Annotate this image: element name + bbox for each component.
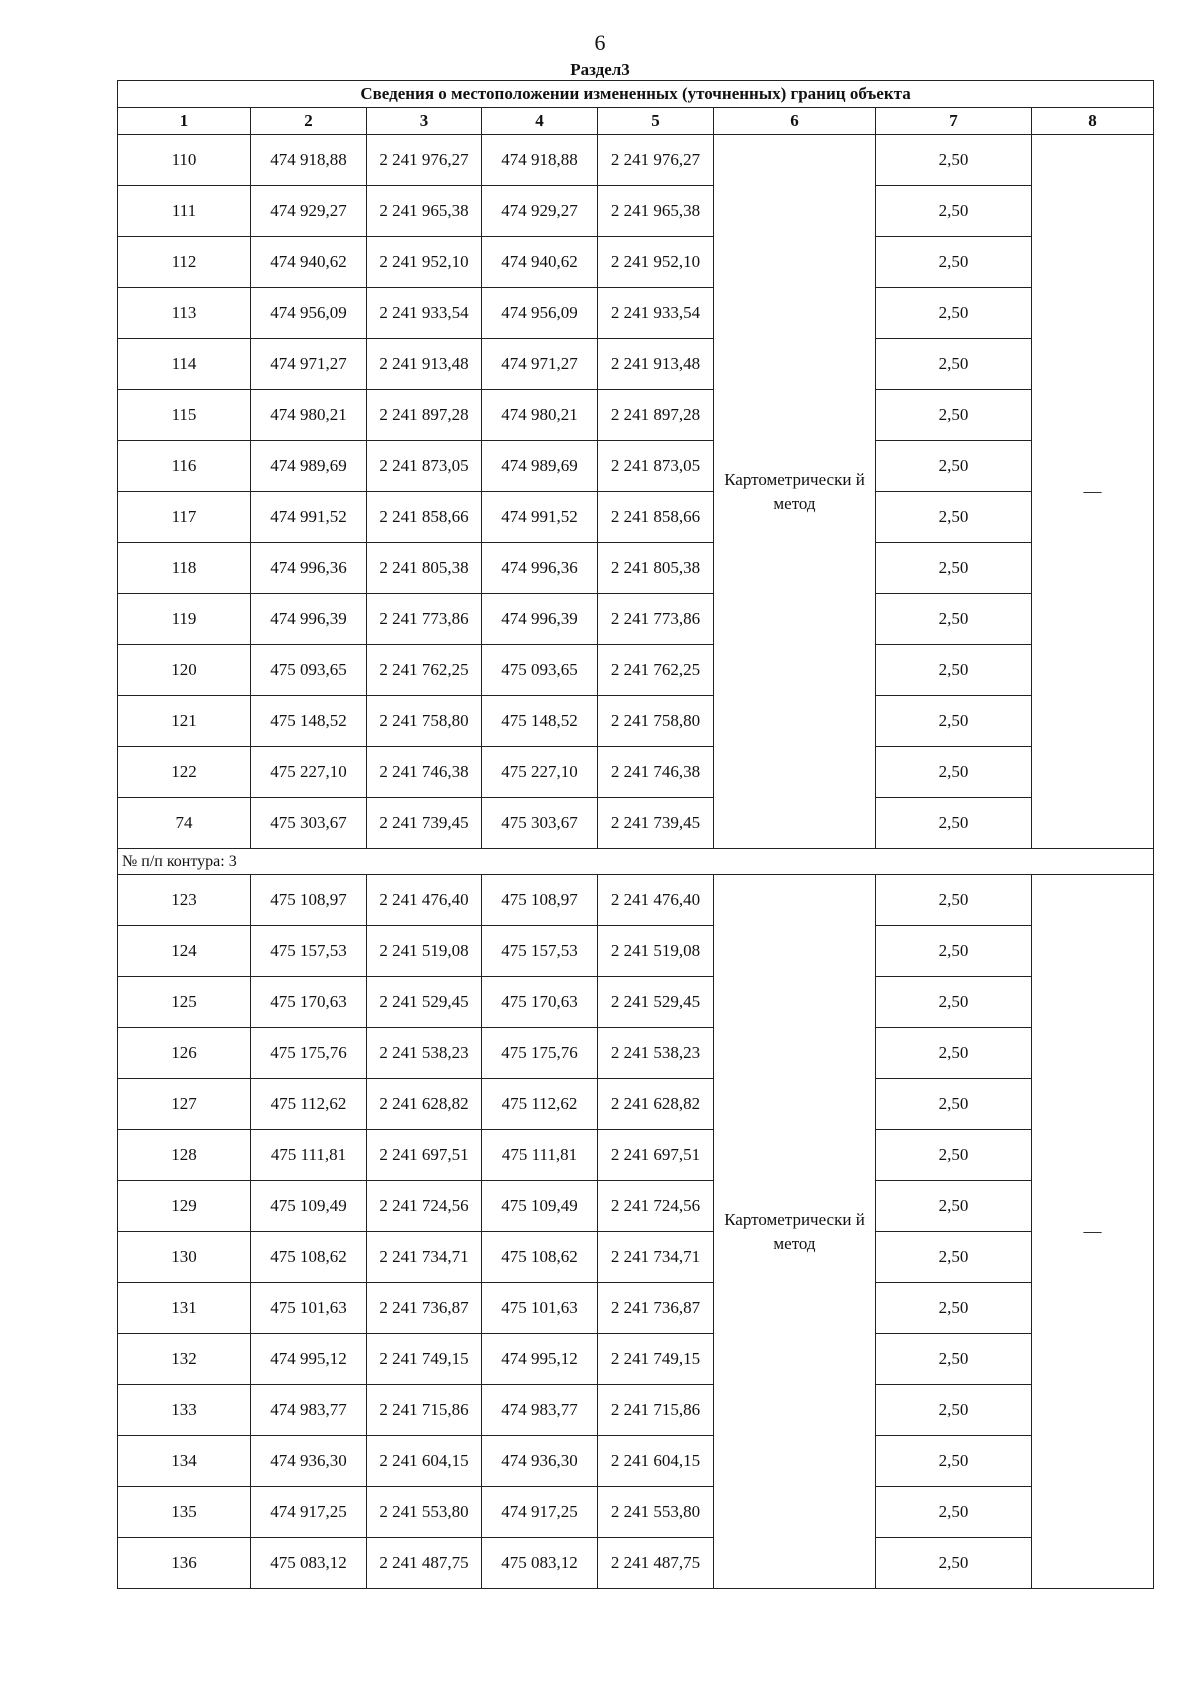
y-coordinate: 2 241 734,71 — [367, 1232, 482, 1283]
y-coordinate: 2 241 773,86 — [367, 594, 482, 645]
table-row — [118, 1334, 1154, 1385]
x-coordinate: 474 936,30 — [251, 1436, 367, 1487]
contour-label: № п/п контура: 3 — [118, 849, 1154, 875]
point-number: 116 — [118, 441, 251, 492]
table-row — [118, 237, 1154, 288]
precision-value: 2,50 — [876, 492, 1032, 543]
column-number: 8 — [1032, 108, 1154, 135]
x-coordinate-new: 475 112,62 — [482, 1079, 598, 1130]
x-coordinate-new: 475 101,63 — [482, 1283, 598, 1334]
point-number: 114 — [118, 339, 251, 390]
x-coordinate-new: 474 980,21 — [482, 390, 598, 441]
x-coordinate: 475 111,81 — [251, 1130, 367, 1181]
precision-value: 2,50 — [876, 288, 1032, 339]
precision-value: 2,50 — [876, 594, 1032, 645]
table-row — [118, 875, 1154, 926]
y-coordinate-new: 2 241 697,51 — [598, 1130, 714, 1181]
column-8-cell: — — [1032, 875, 1154, 1589]
table-row — [118, 696, 1154, 747]
y-coordinate-new: 2 241 736,87 — [598, 1283, 714, 1334]
y-coordinate: 2 241 897,28 — [367, 390, 482, 441]
table-row — [118, 390, 1154, 441]
point-number: 136 — [118, 1538, 251, 1589]
precision-value: 2,50 — [876, 747, 1032, 798]
y-coordinate-new: 2 241 715,86 — [598, 1385, 714, 1436]
x-coordinate: 475 108,62 — [251, 1232, 367, 1283]
point-number: 119 — [118, 594, 251, 645]
y-coordinate: 2 241 487,75 — [367, 1538, 482, 1589]
x-coordinate: 474 996,36 — [251, 543, 367, 594]
x-coordinate-new: 475 108,97 — [482, 875, 598, 926]
point-number: 110 — [118, 135, 251, 186]
x-coordinate: 475 227,10 — [251, 747, 367, 798]
x-coordinate: 475 083,12 — [251, 1538, 367, 1589]
table-row — [118, 594, 1154, 645]
table-row — [118, 1181, 1154, 1232]
y-coordinate: 2 241 519,08 — [367, 926, 482, 977]
y-coordinate-new: 2 241 773,86 — [598, 594, 714, 645]
x-coordinate-new: 474 918,88 — [482, 135, 598, 186]
y-coordinate: 2 241 746,38 — [367, 747, 482, 798]
x-coordinate: 475 093,65 — [251, 645, 367, 696]
precision-value: 2,50 — [876, 1487, 1032, 1538]
point-number: 121 — [118, 696, 251, 747]
precision-value: 2,50 — [876, 1385, 1032, 1436]
table-caption: Сведения о местоположении измененных (уточненных) границ объекта — [118, 81, 1154, 108]
table-row — [118, 1079, 1154, 1130]
x-coordinate-new: 475 111,81 — [482, 1130, 598, 1181]
y-coordinate-new: 2 241 952,10 — [598, 237, 714, 288]
x-coordinate-new: 475 093,65 — [482, 645, 598, 696]
x-coordinate-new: 474 936,30 — [482, 1436, 598, 1487]
y-coordinate: 2 241 805,38 — [367, 543, 482, 594]
x-coordinate: 475 170,63 — [251, 977, 367, 1028]
table-row — [118, 747, 1154, 798]
precision-value: 2,50 — [876, 237, 1032, 288]
column-number: 7 — [876, 108, 1032, 135]
point-number: 123 — [118, 875, 251, 926]
x-coordinate-new: 474 940,62 — [482, 237, 598, 288]
y-coordinate: 2 241 762,25 — [367, 645, 482, 696]
method-cell: Картометрически й метод — [714, 875, 876, 1589]
x-coordinate: 474 940,62 — [251, 237, 367, 288]
y-coordinate-new: 2 241 628,82 — [598, 1079, 714, 1130]
y-coordinate-new: 2 241 858,66 — [598, 492, 714, 543]
y-coordinate: 2 241 476,40 — [367, 875, 482, 926]
x-coordinate-new: 474 996,36 — [482, 543, 598, 594]
y-coordinate-new: 2 241 553,80 — [598, 1487, 714, 1538]
table-row — [118, 645, 1154, 696]
column-number: 5 — [598, 108, 714, 135]
x-coordinate: 474 983,77 — [251, 1385, 367, 1436]
y-coordinate: 2 241 604,15 — [367, 1436, 482, 1487]
section-title: Раздел3 — [570, 60, 630, 79]
x-coordinate-new: 474 917,25 — [482, 1487, 598, 1538]
y-coordinate: 2 241 724,56 — [367, 1181, 482, 1232]
y-coordinate-new: 2 241 913,48 — [598, 339, 714, 390]
table-row — [118, 339, 1154, 390]
table-row — [118, 288, 1154, 339]
x-coordinate: 475 112,62 — [251, 1079, 367, 1130]
contour-row — [118, 849, 1154, 875]
x-coordinate-new: 474 991,52 — [482, 492, 598, 543]
precision-value: 2,50 — [876, 696, 1032, 747]
point-number: 126 — [118, 1028, 251, 1079]
x-coordinate-new: 475 303,67 — [482, 798, 598, 849]
x-coordinate-new: 475 170,63 — [482, 977, 598, 1028]
point-number: 113 — [118, 288, 251, 339]
table-row — [118, 543, 1154, 594]
table-row — [118, 1232, 1154, 1283]
y-coordinate-new: 2 241 873,05 — [598, 441, 714, 492]
page-number: 6 — [594, 30, 606, 55]
x-coordinate: 475 109,49 — [251, 1181, 367, 1232]
precision-value: 2,50 — [876, 645, 1032, 696]
x-coordinate: 475 101,63 — [251, 1283, 367, 1334]
y-coordinate: 2 241 913,48 — [367, 339, 482, 390]
x-coordinate: 474 980,21 — [251, 390, 367, 441]
x-coordinate: 475 175,76 — [251, 1028, 367, 1079]
x-coordinate: 475 108,97 — [251, 875, 367, 926]
table-row — [118, 492, 1154, 543]
table-row — [118, 1436, 1154, 1487]
x-coordinate-new: 475 109,49 — [482, 1181, 598, 1232]
point-number: 111 — [118, 186, 251, 237]
column-number: 3 — [367, 108, 482, 135]
y-coordinate-new: 2 241 519,08 — [598, 926, 714, 977]
y-coordinate-new: 2 241 762,25 — [598, 645, 714, 696]
precision-value: 2,50 — [876, 977, 1032, 1028]
y-coordinate-new: 2 241 724,56 — [598, 1181, 714, 1232]
column-number: 2 — [251, 108, 367, 135]
point-number: 134 — [118, 1436, 251, 1487]
table-row — [118, 798, 1154, 849]
point-number: 125 — [118, 977, 251, 1028]
precision-value: 2,50 — [876, 390, 1032, 441]
precision-value: 2,50 — [876, 1538, 1032, 1589]
x-coordinate: 474 956,09 — [251, 288, 367, 339]
y-coordinate-new: 2 241 805,38 — [598, 543, 714, 594]
x-coordinate: 474 989,69 — [251, 441, 367, 492]
y-coordinate-new: 2 241 965,38 — [598, 186, 714, 237]
table-row — [118, 1028, 1154, 1079]
point-number: 115 — [118, 390, 251, 441]
x-coordinate: 474 991,52 — [251, 492, 367, 543]
point-number: 130 — [118, 1232, 251, 1283]
table-row — [118, 1130, 1154, 1181]
y-coordinate: 2 241 529,45 — [367, 977, 482, 1028]
table-row — [118, 977, 1154, 1028]
y-coordinate-new: 2 241 976,27 — [598, 135, 714, 186]
x-coordinate: 474 918,88 — [251, 135, 367, 186]
y-coordinate: 2 241 628,82 — [367, 1079, 482, 1130]
precision-value: 2,50 — [876, 926, 1032, 977]
table-row — [118, 1538, 1154, 1589]
y-coordinate: 2 241 976,27 — [367, 135, 482, 186]
x-coordinate: 475 148,52 — [251, 696, 367, 747]
table-row — [118, 926, 1154, 977]
precision-value: 2,50 — [876, 1334, 1032, 1385]
y-coordinate: 2 241 553,80 — [367, 1487, 482, 1538]
precision-value: 2,50 — [876, 135, 1032, 186]
x-coordinate-new: 474 956,09 — [482, 288, 598, 339]
precision-value: 2,50 — [876, 186, 1032, 237]
point-number: 127 — [118, 1079, 251, 1130]
table-row — [118, 1487, 1154, 1538]
method-cell: Картометрически й метод — [714, 135, 876, 849]
x-coordinate-new: 475 175,76 — [482, 1028, 598, 1079]
point-number: 74 — [118, 798, 251, 849]
precision-value: 2,50 — [876, 1130, 1032, 1181]
y-coordinate: 2 241 697,51 — [367, 1130, 482, 1181]
column-number: 1 — [118, 108, 251, 135]
point-number: 112 — [118, 237, 251, 288]
y-coordinate-new: 2 241 897,28 — [598, 390, 714, 441]
y-coordinate: 2 241 933,54 — [367, 288, 482, 339]
column-number: 4 — [482, 108, 598, 135]
x-coordinate-new: 475 108,62 — [482, 1232, 598, 1283]
x-coordinate: 475 303,67 — [251, 798, 367, 849]
precision-value: 2,50 — [876, 1028, 1032, 1079]
column-8-cell: — — [1032, 135, 1154, 849]
point-number: 120 — [118, 645, 251, 696]
x-coordinate-new: 474 996,39 — [482, 594, 598, 645]
x-coordinate: 474 971,27 — [251, 339, 367, 390]
y-coordinate-new: 2 241 749,15 — [598, 1334, 714, 1385]
precision-value: 2,50 — [876, 1283, 1032, 1334]
x-coordinate: 475 157,53 — [251, 926, 367, 977]
point-number: 124 — [118, 926, 251, 977]
y-coordinate: 2 241 749,15 — [367, 1334, 482, 1385]
x-coordinate-new: 474 929,27 — [482, 186, 598, 237]
point-number: 122 — [118, 747, 251, 798]
x-coordinate: 474 929,27 — [251, 186, 367, 237]
y-coordinate-new: 2 241 538,23 — [598, 1028, 714, 1079]
y-coordinate-new: 2 241 758,80 — [598, 696, 714, 747]
point-number: 118 — [118, 543, 251, 594]
precision-value: 2,50 — [876, 1079, 1032, 1130]
point-number: 132 — [118, 1334, 251, 1385]
x-coordinate-new: 475 083,12 — [482, 1538, 598, 1589]
precision-value: 2,50 — [876, 1181, 1032, 1232]
precision-value: 2,50 — [876, 798, 1032, 849]
y-coordinate: 2 241 858,66 — [367, 492, 482, 543]
precision-value: 2,50 — [876, 543, 1032, 594]
y-coordinate: 2 241 739,45 — [367, 798, 482, 849]
x-coordinate-new: 475 148,52 — [482, 696, 598, 747]
point-number: 131 — [118, 1283, 251, 1334]
x-coordinate-new: 474 995,12 — [482, 1334, 598, 1385]
y-coordinate-new: 2 241 604,15 — [598, 1436, 714, 1487]
point-number: 133 — [118, 1385, 251, 1436]
x-coordinate-new: 475 157,53 — [482, 926, 598, 977]
y-coordinate: 2 241 952,10 — [367, 237, 482, 288]
table-row — [118, 1385, 1154, 1436]
y-coordinate: 2 241 758,80 — [367, 696, 482, 747]
x-coordinate-new: 475 227,10 — [482, 747, 598, 798]
x-coordinate-new: 474 971,27 — [482, 339, 598, 390]
y-coordinate-new: 2 241 529,45 — [598, 977, 714, 1028]
x-coordinate-new: 474 983,77 — [482, 1385, 598, 1436]
y-coordinate: 2 241 736,87 — [367, 1283, 482, 1334]
y-coordinate: 2 241 538,23 — [367, 1028, 482, 1079]
y-coordinate: 2 241 965,38 — [367, 186, 482, 237]
x-coordinate: 474 996,39 — [251, 594, 367, 645]
precision-value: 2,50 — [876, 875, 1032, 926]
x-coordinate: 474 995,12 — [251, 1334, 367, 1385]
precision-value: 2,50 — [876, 339, 1032, 390]
boundary-coordinates-table — [117, 80, 1154, 1589]
y-coordinate-new: 2 241 933,54 — [598, 288, 714, 339]
y-coordinate-new: 2 241 734,71 — [598, 1232, 714, 1283]
y-coordinate-new: 2 241 746,38 — [598, 747, 714, 798]
table-row — [118, 441, 1154, 492]
point-number: 135 — [118, 1487, 251, 1538]
precision-value: 2,50 — [876, 1232, 1032, 1283]
precision-value: 2,50 — [876, 441, 1032, 492]
point-number: 128 — [118, 1130, 251, 1181]
point-number: 129 — [118, 1181, 251, 1232]
y-coordinate-new: 2 241 487,75 — [598, 1538, 714, 1589]
table-row — [118, 135, 1154, 186]
point-number: 117 — [118, 492, 251, 543]
y-coordinate: 2 241 715,86 — [367, 1385, 482, 1436]
table-row — [118, 1283, 1154, 1334]
precision-value: 2,50 — [876, 1436, 1032, 1487]
column-number: 6 — [714, 108, 876, 135]
table-row — [118, 186, 1154, 237]
y-coordinate: 2 241 873,05 — [367, 441, 482, 492]
y-coordinate-new: 2 241 476,40 — [598, 875, 714, 926]
x-coordinate-new: 474 989,69 — [482, 441, 598, 492]
y-coordinate-new: 2 241 739,45 — [598, 798, 714, 849]
x-coordinate: 474 917,25 — [251, 1487, 367, 1538]
